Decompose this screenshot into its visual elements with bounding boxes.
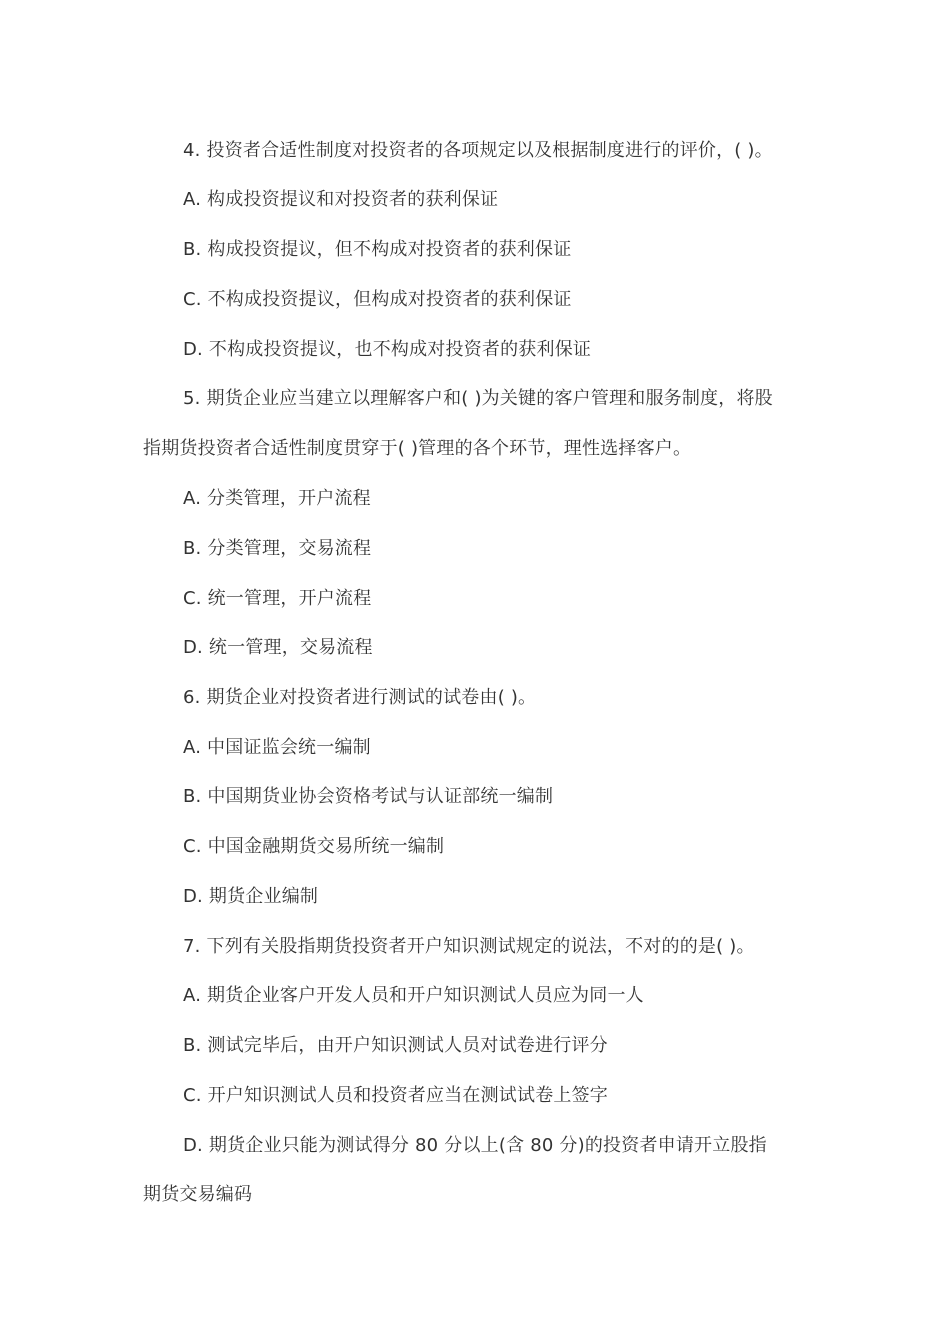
question-5-option-b: B. 分类管理，交易流程 <box>183 538 372 559</box>
question-7-stem: 7. 下列有关股指期货投资者开户知识测试规定的说法，不对的的是( )。 <box>183 936 755 957</box>
question-4-stem: 4. 投资者合适性制度对投资者的各项规定以及根据制度进行的评价，( )。 <box>183 140 773 161</box>
question-6-option-c: C. 中国金融期货交易所统一编制 <box>183 836 445 857</box>
question-7-option-c: C. 开户知识测试人员和投资者应当在测试试卷上签字 <box>183 1085 609 1106</box>
question-5-stem-line2: 指期货投资者合适性制度贯穿于( )管理的各个环节，理性选择客户。 <box>143 438 692 459</box>
question-7-option-d-line2: 期货交易编码 <box>143 1184 253 1205</box>
question-7-option-d-line1: D. 期货企业只能为测试得分 80 分以上(含 80 分)的投资者申请开立股指 <box>183 1135 767 1156</box>
question-6-stem: 6. 期货企业对投资者进行测试的试卷由( )。 <box>183 687 537 708</box>
question-7-option-b: B. 测试完毕后，由开户知识测试人员对试卷进行评分 <box>183 1035 608 1056</box>
question-5-option-c: C. 统一管理，开户流程 <box>183 588 372 609</box>
question-6-option-d: D. 期货企业编制 <box>183 886 319 907</box>
question-5-option-d: D. 统一管理，交易流程 <box>183 637 373 658</box>
question-6-option-b: B. 中国期货业协会资格考试与认证部统一编制 <box>183 786 554 807</box>
question-5-option-a: A. 分类管理，开户流程 <box>183 488 371 509</box>
question-4-option-b: B. 构成投资提议，但不构成对投资者的获利保证 <box>183 239 572 260</box>
question-4-option-a: A. 构成投资提议和对投资者的获利保证 <box>183 189 499 210</box>
question-6-option-a: A. 中国证监会统一编制 <box>183 737 371 758</box>
question-5-stem-line1: 5. 期货企业应当建立以理解客户和( )为关键的客户管理和服务制度，将股 <box>183 388 773 409</box>
question-4-option-d: D. 不构成投资提议，也不构成对投资者的获利保证 <box>183 339 592 360</box>
question-7-option-a: A. 期货企业客户开发人员和开户知识测试人员应为同一人 <box>183 985 644 1006</box>
question-4-option-c: C. 不构成投资提议，但构成对投资者的获利保证 <box>183 289 572 310</box>
